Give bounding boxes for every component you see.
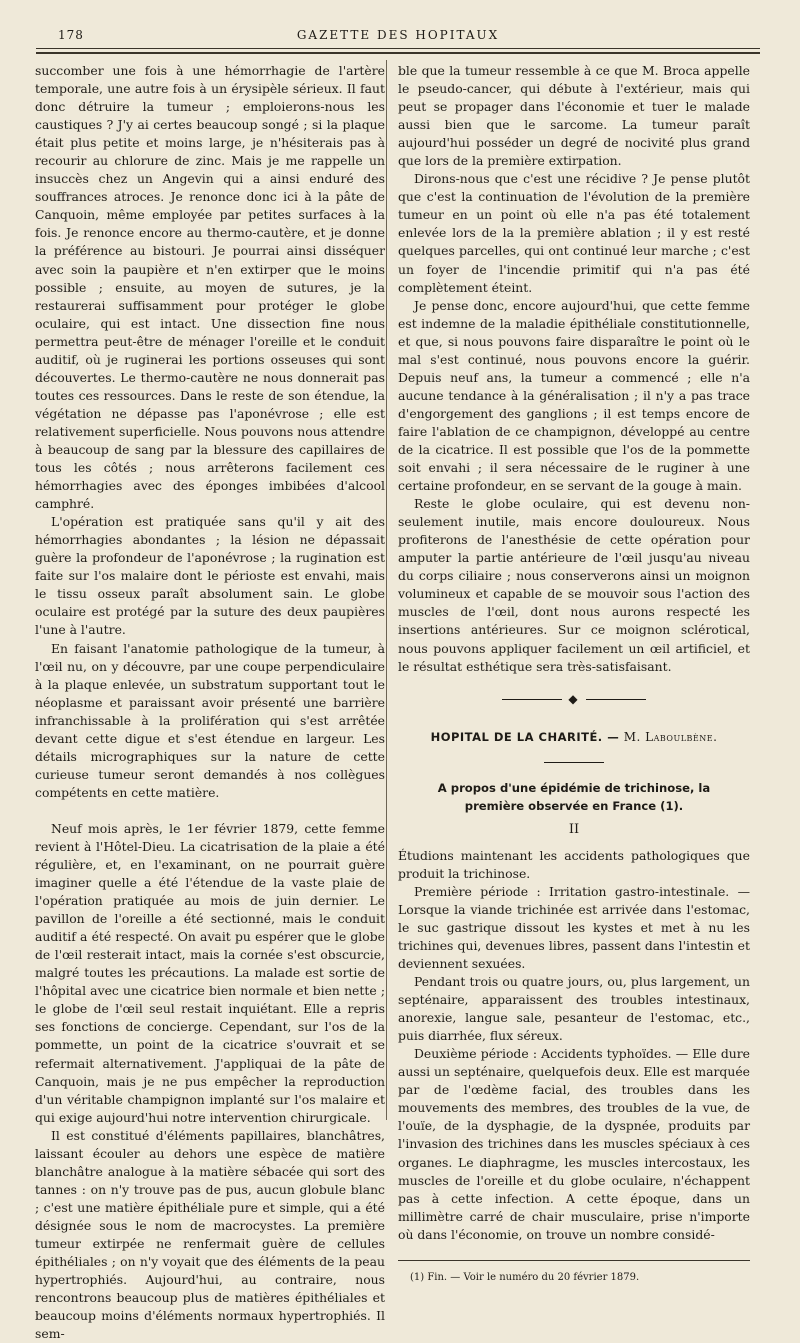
header-rule-thick [36, 52, 760, 54]
page-header [36, 28, 760, 46]
page-number: 178 [58, 28, 84, 42]
paragraph: succomber une fois à une hémorrhagie de l'artère temporale, une autre fois à un érysipèle sérieux. Il faut donc détruire la tumeur ; emploierons-nous les caustiques ? J'y ai certes beaucoup songé ; si la plaque était plus petite et moins large, je n'hésiterais pas à recourir au chlorure de zinc. Mais je me rappelle un insuccès chez un Angevin qui a ainsi enduré des souffrances atroces. Je renonce donc ici à la pâte de Canquoin, même employée par petites surfaces à la fois. Je renonce encore au thermo-cautère, et je donne la préférence au bistouri. Je pourrai ainsi disséquer avec soin la paupière et n'en extirper que le moins possible ; ensuite, au moyen de sutures, je la restaurerai suffisamment pour protéger le globe oculaire, qui est intact. Une dissection fine nous permettra peut-être de ménager l'oreille et le conduit auditif, où je ruginerai les portions osseuses qui sont découvertes. Le thermo-cautère ne nous donnerait pas toutes ces ressources. Dans le reste de son étendue, la végétation ne dépasse pas l'aponévrose ; elle est relativement superficielle. Nous pouvons nous attendre à beaucoup de sang par la blessure des capillaires de tous les côtés ; nous arrêterons facilement ces hémorrhagies avec des éponges imbibées d'alcool camphré. [35, 63, 385, 512]
paragraph: Neuf mois après, le 1er février 1879, cette femme revient à l'Hôtel-Dieu. La cicatrisation de la plaie a été régulière, et, en l'examinant, on ne pourrait guère imaginer quelle a été l'étendue de la vaste plaie de l'opération pratiquée au mois de juin dernier. Le pavillon de l'oreille a été sectionné, mais le conduit auditif a été respecté. On avait pu espérer que le globe de l'œil resterait intact, mais la cornée s'est obscurcie, malgré toutes les précautions. La malade est sortie de l'hôpital avec une cicatrice bien normale et bien nette ; le globe de l'œil seul restait inquiétant. Elle a repris ses fonctions de concierge. Cependant, sur l'os de la pommette, un point de la cicatrice s'ouvrait et se refermait alternativement. J'appliquai de la pâte de Canquoin, mais je ne pus empêcher la reproduction d'un véritable champignon implanté sur l'os malaire et qui exige aujourd'hui notre intervention chirurgicale. [35, 820, 385, 1125]
running-head: GAZETTE DES HOPITAUX [296, 28, 500, 42]
heading-dash: — [607, 729, 620, 744]
paragraph: Deuxième période : Accidents typhoïdes. — Elle dure aussi un septénaire, quelquefois deux. Elle est marquée par de l'œdème facial, des troubles dans les mouvements des membres, des troubles de la vue, de l'ouïe, de la dysphagie, de la dyspnée, produits par l'invasion des trichines dans les muscles spéciaux à ces organes. Le diaphragme, les muscles intercostaux, les muscles de l'oreille et du globe oculaire, n'échappent pas à cette infection. A cette époque, dans un millimètre carré de chair musculaire, prise n'importe où dans l'économie, on trouve un nombre considé- [398, 1046, 750, 1242]
heading-rule [544, 762, 604, 763]
footnote: (1) Fin. — Voir le numéro du 20 février 1879. [410, 1271, 640, 1283]
left-column [35, 62, 385, 1343]
paragraph: Dirons-nous que c'est une récidive ? Je pense plutôt que c'est la continuation de l'évolution de la première tumeur en un point où elle n'a pas été totalement enlevée lors de la la première ablation ; il y est resté quelques parcelles, qui ont continué leur marche ; c'est un foyer de l'incendie primitif qui n'a pas été complètement éteint. [398, 171, 750, 295]
article-title: A propos d'une épidémie de trichinose, la première observée en France (1). [437, 780, 711, 813]
paragraph: L'opération est pratiquée sans qu'il y ait des hémorrhagies abondantes ; la lésion ne dépassait guère la profondeur de l'aponévrose ; la rugination est faite sur l'os malaire dont le périoste est envahi, mais le tissu osseux paraît absolument sain. Le globe oculaire est protégé par la suture des deux paupières l'une à l'autre. [35, 514, 385, 638]
column-divider [386, 60, 387, 1120]
paragraph: En faisant l'anatomie pathologique de la tumeur, à l'œil nu, on y découvre, par une coupe perpendiculaire à la plaque enlevée, un substratum supportant tout le néoplasme et paraissant avoir présenté une barrière infranchissable à la prolifération qui s'est arrêtée devant cette digue et s'est étendue en largeur. Les détails micrographiques sur la nature de cette curieuse tumeur seront demandés à nos collègues compétents en cette matière. [35, 640, 385, 800]
section-ornament: ◆ [398, 690, 750, 708]
right-column [398, 62, 750, 1287]
paragraph: Pendant trois ou quatre jours, ou, plus largement, un septénaire, apparaissent des troubles intestinaux, anorexie, langue sale, pesanteur de l'estomac, etc., puis diarrhée, flux séreux. [398, 974, 750, 1044]
paragraph: Il est constitué d'éléments papillaires, blanchâtres, laissant écouler au dehors une espèce de matière blanchâtre analogue à la matière sébacée qui sort des tannes : on n'y trouve pas de pus, aucun globule blanc ; c'est une matière épithéliale pure et simple, qui a été désignée sous le nom de macrocystes. La première tumeur extirpée ne renfermait guère de cellules épithéliales ; on n'y voyait que des éléments de la peau hypertrophiés. Aujourd'hui, au contraire, nous rencontrons beaucoup plus de matières épithéliales et beaucoup moins d'éléments normaux hypertrophiés. Il sem- [35, 1127, 385, 1342]
hospital-name: HOPITAL DE LA CHARITÉ. [430, 729, 603, 744]
part-number: II [568, 821, 580, 837]
paragraph: ble que la tumeur ressemble à ce que M. Broca appelle le pseudo-cancer, qui débute à l'extérieur, mais qui peut se propager dans l'économie et tuer le malade aussi bien que le sarcome. La tumeur paraît aujourd'hui posséder un degré de nocivité plus grand que lors de la première extirpation. [398, 63, 750, 169]
footnote-rule [398, 1260, 750, 1261]
author-name: M. Laboulbène. [623, 729, 718, 744]
paragraph: Reste le globe oculaire, qui est devenu non-seulement inutile, mais encore douloureux. Nous profiterons de l'anesthésie de cette opération pour amputer la partie antérieure de l'œil jusqu'au niveau du corps ciliaire ; nous conserverons ainsi un moignon volumineux et capable de se mouvoir sous l'action des muscles de l'œil, dont nous aurons respecté les insertions antérieures. Sur ce moignon sclérotical, nous pouvons appliquer facilement un œil artificiel, et le résultat esthétique sera très-satisfaisant. [398, 496, 750, 674]
header-rule [36, 48, 760, 49]
section-heading [398, 728, 750, 746]
paragraph: Première période : Irritation gastro-intestinale. — Lorsque la viande trichinée est arrivée dans l'estomac, le suc gastrique dissout les kystes et met à nu les trichines qui, devenues libres, passent dans l'intestin et deviennent sexuées. [398, 883, 750, 972]
paragraph: Je pense donc, encore aujourd'hui, que cette femme est indemne de la maladie épithéliale constitutionnelle, et que, si nous pouvons faire disparaître le point où le mal s'est continué, nous pouvons encore la guérir. Depuis neuf ans, la tumeur a commencé ; elle n'a aucune tendance à la généralisation ; il n'y a pas trace d'engorgement des ganglions ; il est temps encore de faire l'ablation de ce champignon, développé au centre de la cicatrice. Il est possible que l'os de la pommette soit envahi ; il sera nécessaire de le ruginer à une certaine profondeur, en se servant de la gouge à main. [398, 297, 750, 494]
paragraph: Étudions maintenant les accidents pathologiques que produit la trichinose. [398, 847, 750, 881]
